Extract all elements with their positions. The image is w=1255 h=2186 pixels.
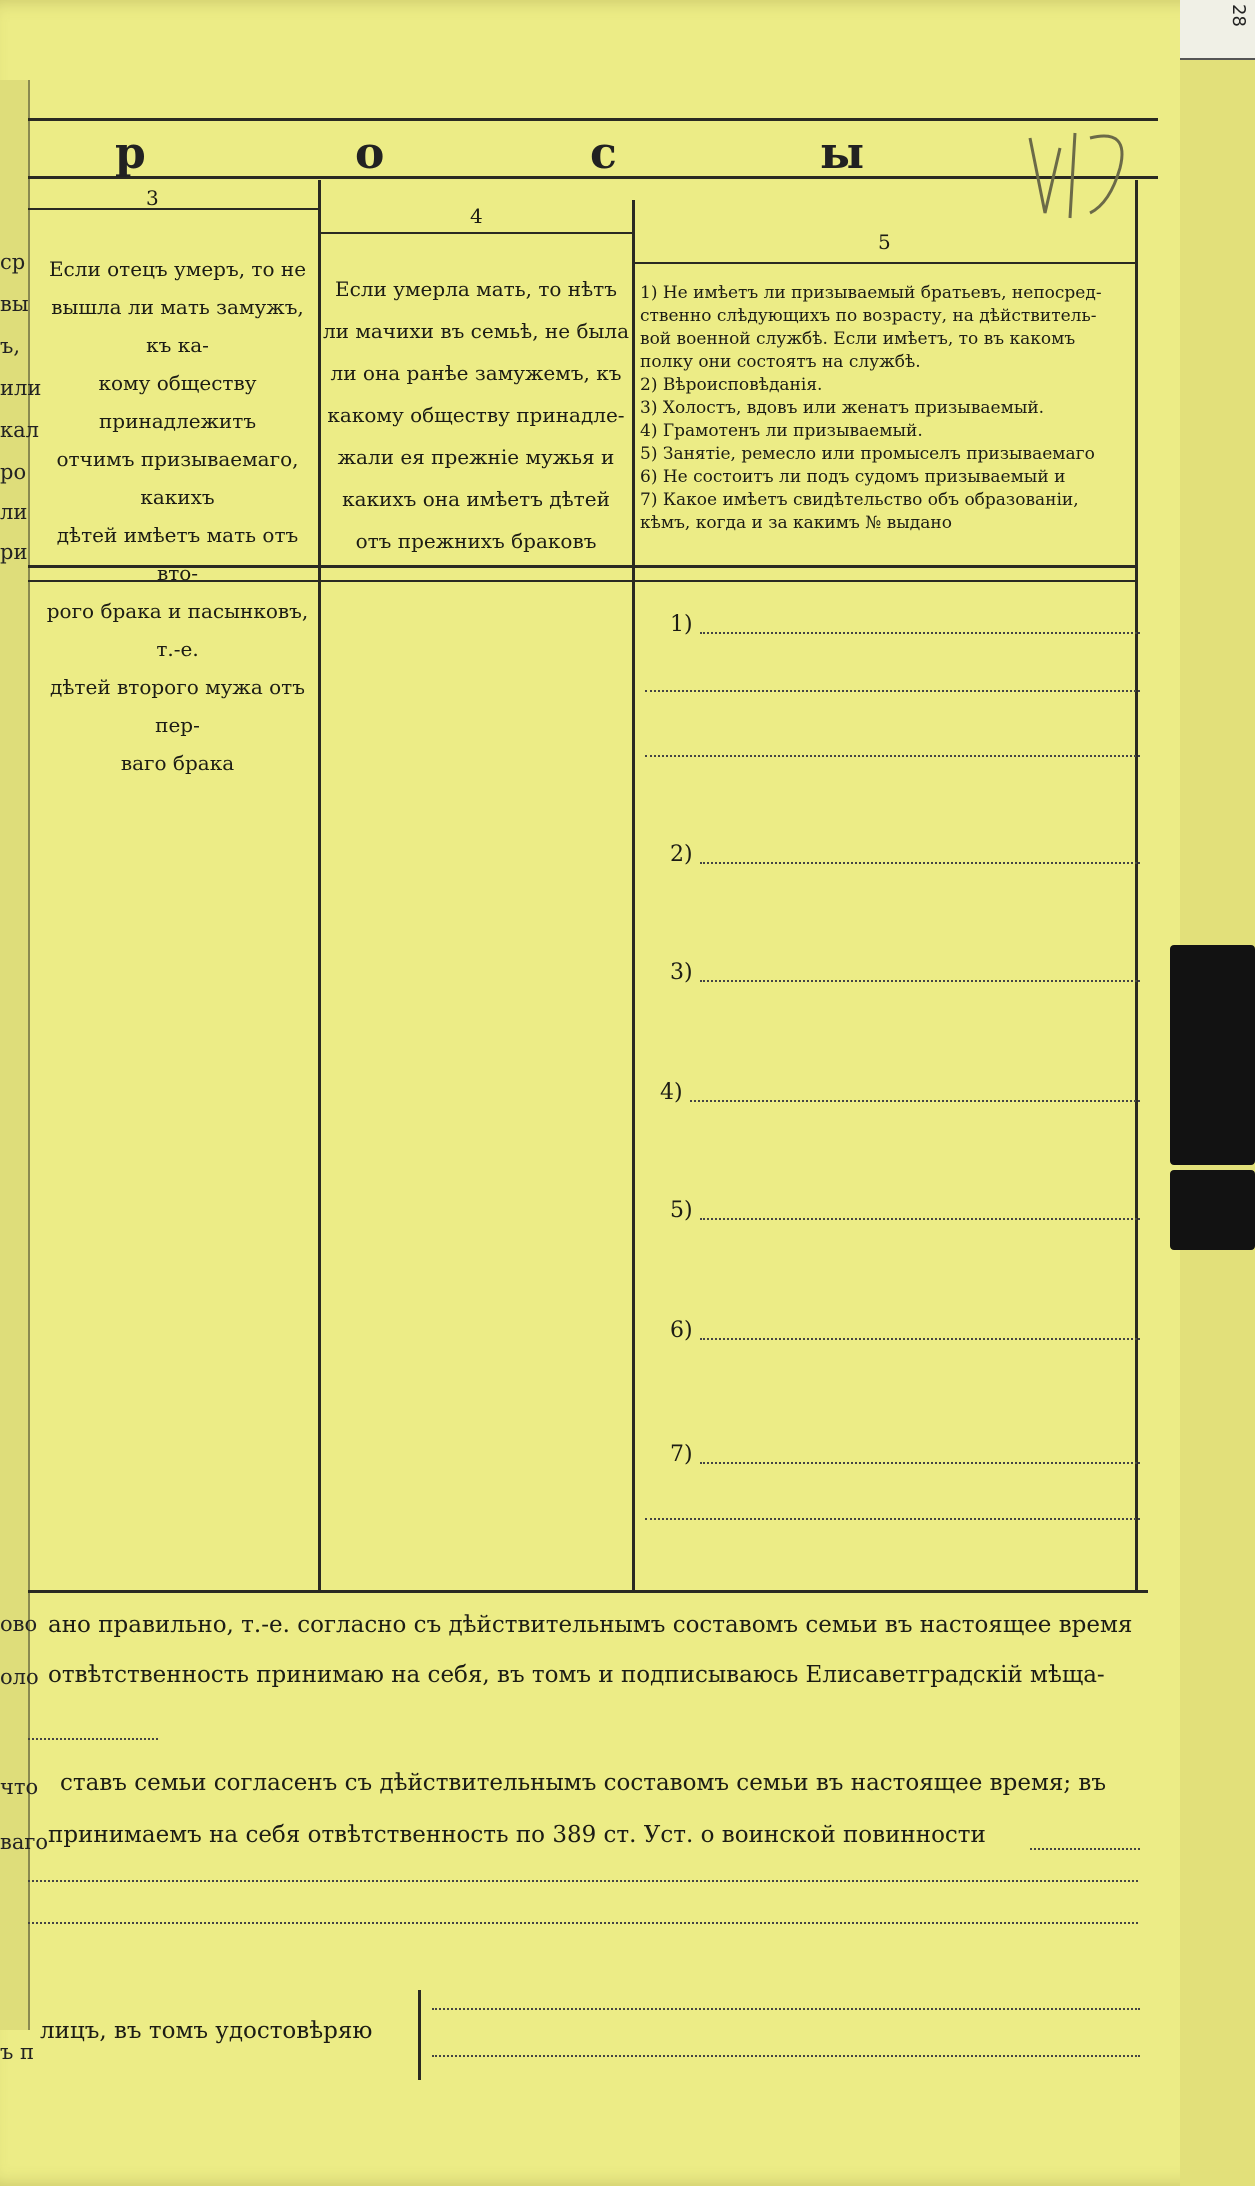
column-4-header [322,268,630,562]
answer-item-number: 3) [670,960,693,985]
footer-line-2: отвѣтственность принимаю на себя, въ томъ и подписываюсь Елисаветградскій мѣща- [48,1662,1105,1688]
answer-item-number: 5) [670,1198,693,1223]
column-number-3: 3 [146,186,159,210]
col5-number-rule [635,262,1135,264]
col4-line: какому обществу принадле- [327,403,625,427]
margin-fragment: оло [0,1665,39,1689]
column-3-header [40,250,315,782]
col3-line: Если отецъ умеръ, то не [48,257,307,281]
margin-fragment: или [0,376,42,400]
col3-line: вышла ли мать замужъ, къ ка- [51,295,304,357]
answer-item-number: 1) [670,612,693,637]
col4-number-rule [320,232,632,234]
col5-line: 5) Занятіе, ремесло или промыселъ призываемаго [640,444,1095,464]
signature-line [28,1880,1138,1882]
col5-line: ственно слѣдующихъ по возрасту, на дѣйствитель- [640,306,1097,326]
margin-fragment: ро [0,460,27,484]
column-5-header [640,282,1140,535]
table-bottom-rule [28,1590,1148,1593]
col5-line: 4) Грамотенъ ли призываемый. [640,421,923,441]
footer-line-3: ставъ семьи согласенъ съ дѣйствительнымъ составомъ семьи въ настоящее время; въ [60,1770,1106,1796]
col3-line: отчимъ призываемаго, какихъ [56,447,299,509]
answer-item-number: 4) [660,1080,683,1105]
col4-line: отъ прежнихъ браковъ [355,529,597,553]
margin-fragment: ср [0,250,26,274]
answer-item-number: 2) [670,842,693,867]
margin-fragment: ри [0,540,28,564]
col3-number-rule [28,208,318,210]
answer-line [645,755,1140,757]
col5-line: вой военной службѣ. Если имѣетъ, то въ какомъ [640,329,1076,349]
answer-line [700,1338,1140,1340]
footer-line-4: принимаемъ на себя отвѣтственность по 389 ст. Уст. о воинской повинности [48,1822,986,1848]
col4-line: ли она ранѣе замужемъ, къ [330,361,622,385]
margin-fragment: ъ п [0,2040,35,2064]
header-letter: о [355,128,385,179]
col5-line: 2) Вѣроисповѣданія. [640,375,823,395]
certification-line [432,2055,1140,2057]
col3-line: дѣтей второго мужа отъ пер- [50,675,305,737]
col3-line: рого брака и пасынковъ, т.-е. [46,599,309,661]
margin-fragment: ъ, [0,334,21,358]
col3-line: ваго брака [120,751,235,775]
column-number-4: 4 [470,204,483,228]
column-divider-3-4 [318,180,321,1590]
col4-line: какихъ она имѣетъ дѣтей [342,487,610,511]
answer-item-number: 6) [670,1318,693,1343]
col3-line: кому обществу принадлежитъ [98,371,257,433]
ruler-label: 28 [1228,4,1249,27]
col5-line: полку они состоятъ на службѣ. [640,352,921,372]
margin-fragment: что [0,1775,39,1799]
col4-line: жали ея прежніе мужья и [337,445,615,469]
answer-line [645,1518,1140,1520]
header-letter: с [590,128,617,179]
col4-line: ли мачихи въ семьѣ, не была [322,319,630,343]
certification-divider [418,1990,421,2080]
header-letter: р [115,128,146,179]
answer-line [700,980,1140,982]
col5-line: 7) Какое имѣетъ свидѣтельство объ образованіи, [640,490,1079,510]
answer-line [690,1100,1140,1102]
answer-line [645,690,1140,692]
answer-line [700,862,1140,864]
column-number-5: 5 [878,230,891,254]
certification-line [432,2008,1140,2010]
margin-fragment: ли [0,500,28,524]
answer-item-number: 7) [670,1442,693,1467]
ruler [1180,0,1255,60]
left-page-edge [0,80,30,2030]
answer-line [700,632,1140,634]
margin-fragment: ово [0,1612,38,1636]
answer-line [700,1218,1140,1220]
binder-clip-top [1170,945,1255,1165]
col5-line: 1) Не имѣетъ ли призываемый братьевъ, непосред- [640,283,1102,303]
col3-line: дѣтей имѣетъ мать отъ вто- [56,523,299,585]
header-letter: ы [820,128,865,179]
binder-clip-bottom [1170,1170,1255,1250]
col5-line: кѣмъ, когда и за какимъ № выдано [640,513,952,533]
pencil-annotation [1020,118,1150,228]
signature-line [28,1922,1138,1924]
col4-line: Если умерла мать, то нѣтъ [335,277,617,301]
col5-line: 6) Не состоитъ ли подъ судомъ призываемый и [640,467,1066,487]
column-divider-4-5 [632,200,635,1590]
signature-line [28,1738,158,1740]
margin-fragment: кал [0,418,39,442]
answer-line [700,1462,1140,1464]
signature-line [1030,1848,1140,1850]
header-top-rule [28,118,1158,121]
margin-fragment: ваго [0,1830,48,1854]
footer-line-5: лицъ, въ томъ удостовѣряю [40,2018,373,2044]
footer-line-1: ано правильно, т.-е. согласно съ дѣйствительнымъ составомъ семьи въ настоящее время [48,1612,1133,1638]
col5-line: 3) Холостъ, вдовъ или женатъ призываемый. [640,398,1045,418]
margin-fragment: вы [0,292,29,316]
